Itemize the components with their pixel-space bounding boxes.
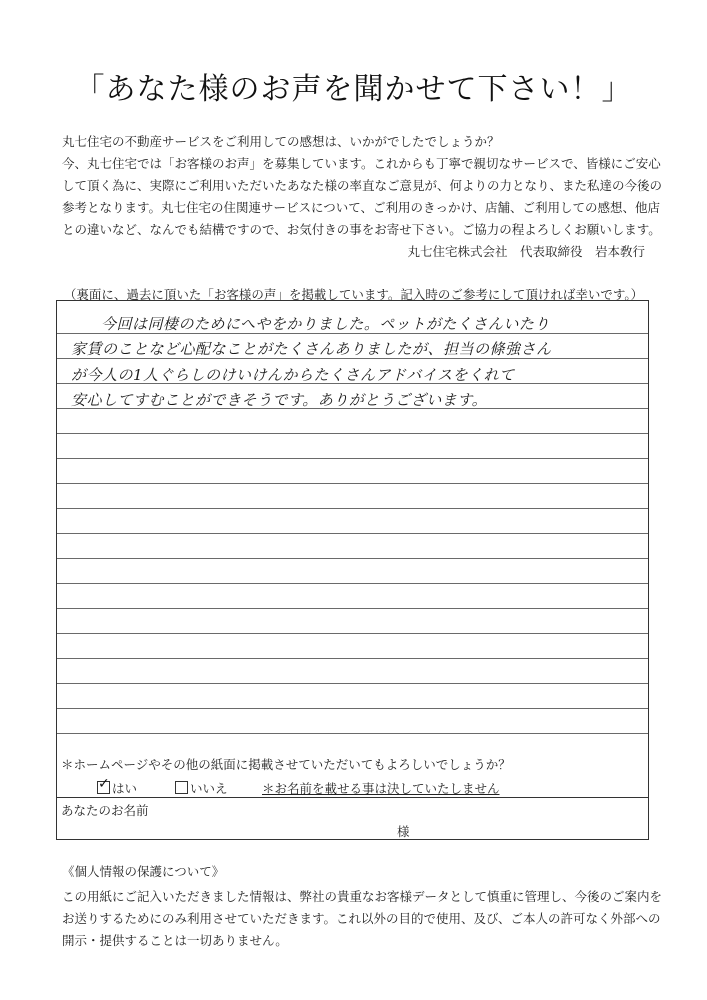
ruled-line <box>57 658 648 659</box>
ruled-line <box>57 458 648 459</box>
ruled-line <box>57 533 648 534</box>
ruled-line <box>57 708 648 709</box>
privacy-line: お送りするためにのみ利用させていただきます。これ以外の目的で使用、及び、ご本人の許可なく外部への <box>62 911 661 926</box>
ruled-line <box>57 633 648 634</box>
form-divider <box>57 797 648 798</box>
intro-line: との違いなど、なんでも結構ですので、お気付きの事をお寄せ下さい。ご協力の程よろしくお願いします。 <box>62 222 661 237</box>
ruled-line <box>57 433 648 434</box>
option-no-label: いいえ <box>190 781 228 796</box>
intro-line: 今、丸七住宅では「お客様のお声」を募集しています。これからも丁寧で親切なサービスで、皆様にご安心 <box>62 156 661 171</box>
ruled-line <box>57 683 648 684</box>
privacy-title: 《個人情報の保護について》 <box>62 864 225 879</box>
feedback-form <box>56 300 649 840</box>
checkbox-no[interactable] <box>175 781 188 794</box>
ruled-line <box>57 483 648 484</box>
ruled-line <box>57 583 648 584</box>
page-title: 「あなた様のお声を聞かせて下さい！」 <box>74 72 633 107</box>
comment-area[interactable] <box>57 301 648 749</box>
intro-line: して頂く為に、実際にご利用いただいたあなた様の率直なご意見が、何よりの力となり、また私達の今後の <box>62 178 663 193</box>
privacy-text <box>62 886 662 952</box>
company-signature: 丸七住宅株式会社 代表取締役 岩本敎行 <box>407 244 645 259</box>
privacy-line: この用紙にご記入いただきました情報は、弊社の貴重なお客様データとして慎重に管理し、今後のご案内を <box>62 889 663 904</box>
checkbox-yes[interactable] <box>97 781 110 794</box>
handwritten-line: 家賃のことなど心配なことがたくさんありましたが、担当の條強さん <box>71 340 552 358</box>
intro-text <box>62 131 663 241</box>
reference-notice: （裏面に、過去に頂いた「お客様の声」を掲載しています。記入時のご参考にして頂ければ幸いです。） <box>63 287 644 302</box>
option-yes[interactable] <box>97 779 137 797</box>
name-label: あなたのお名前 <box>61 803 149 818</box>
handwritten-line: が今人の1人ぐらしのけいけんからたくさんアドバイスをくれて <box>71 366 515 384</box>
intro-line: 丸七住宅の不動産サービスをご利用しての感想は、いかがでしたでしょうか？ <box>62 134 500 149</box>
handwritten-line: 安心してすむことができそうです。ありがとうございます。 <box>71 391 488 409</box>
ruled-line <box>57 733 648 734</box>
handwritten-line: 今回は同棲のためにへやをかりました。ペットがたくさんいたり <box>101 315 550 333</box>
publish-permission-question: ＊ホームページやその他の紙面に掲載させていただいてもよろしいでしょうか？ <box>61 757 511 772</box>
name-not-published-note: ＊お名前を載せる事は決していたしません <box>262 781 500 796</box>
privacy-line: 開示・提供することは一切ありません。 <box>62 933 288 948</box>
ruled-line <box>57 508 648 509</box>
ruled-line <box>57 558 648 559</box>
ruled-line <box>57 608 648 609</box>
option-no[interactable] <box>175 779 228 797</box>
name-suffix: 様 <box>397 824 410 839</box>
intro-line: 参考となります。丸七住宅の住関連サービスについて、ご利用のきっかけ、店舗、ご利用しての感想、他店 <box>62 200 661 215</box>
option-yes-label: はい <box>112 781 138 796</box>
